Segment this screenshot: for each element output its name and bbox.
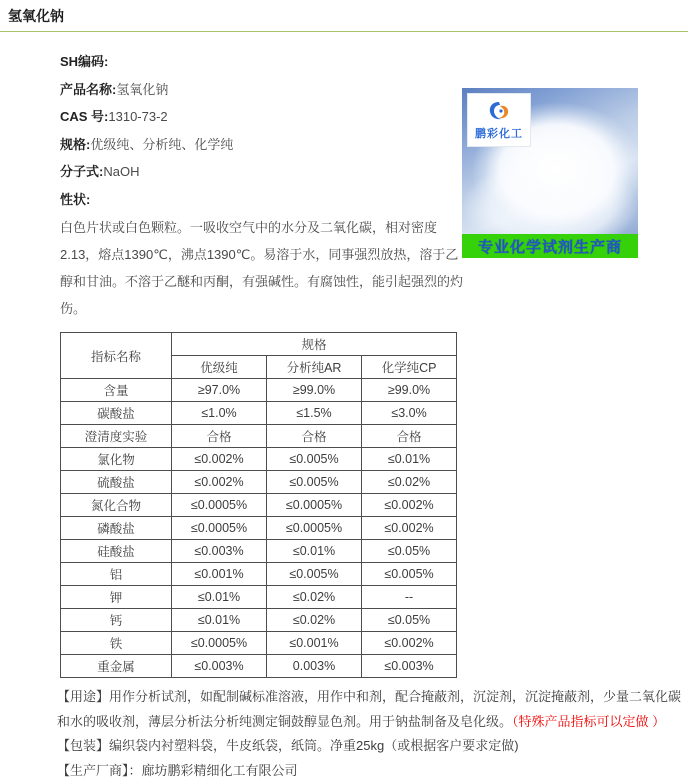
value-cell: ≤0.01% — [172, 586, 267, 609]
value-cell: ≤0.05% — [362, 609, 457, 632]
column-header: 分析纯AR — [267, 356, 362, 379]
group-header-cell: 规格 — [172, 333, 457, 356]
table-row — [61, 379, 457, 402]
indicator-name-cell: 含量 — [61, 379, 172, 402]
table-row — [61, 563, 457, 586]
value-cell: ≤0.003% — [172, 655, 267, 678]
value-cell: ≤0.01% — [172, 609, 267, 632]
value-cell: 合格 — [267, 425, 362, 448]
usage-paragraph — [57, 685, 686, 734]
page-title: 氢氧化钠 — [8, 6, 688, 26]
table-row — [61, 655, 457, 678]
column-header: 化学纯CP — [362, 356, 457, 379]
indicator-name-cell: 硫酸盐 — [61, 471, 172, 494]
value-cell: ≤0.002% — [172, 471, 267, 494]
value-cell: ≤3.0% — [362, 402, 457, 425]
value-cell: ≤0.0005% — [172, 517, 267, 540]
product-description: 白色片状或白色颗粒。一吸收空气中的水分及二氧化碳，相对密度2.13，熔点1390℃，沸点1390℃。易溶于水，同事强烈放热，溶于乙醇和甘油。不溶于乙醚和丙酮，有强碱性。有腐蚀性，能引起强烈的灼伤。 — [60, 214, 464, 322]
value-cell: ≥99.0% — [267, 379, 362, 402]
manufacturer-text: 廊坊鹏彩精细化工有限公司 — [142, 763, 298, 778]
table-row — [61, 609, 457, 632]
value-cell: ≥99.0% — [362, 379, 457, 402]
value-cell: 0.003% — [267, 655, 362, 678]
value-cell: ≤0.02% — [267, 586, 362, 609]
info-field-label: 规格: — [60, 137, 90, 152]
table-row — [61, 402, 457, 425]
value-cell: ≤1.0% — [172, 402, 267, 425]
info-field-value: 优级纯、分析纯、化学纯 — [90, 137, 233, 152]
product-photo — [462, 88, 638, 258]
value-cell: ≤0.003% — [362, 655, 457, 678]
value-cell: ≤0.005% — [267, 448, 362, 471]
info-field-label: 产品名称: — [60, 82, 116, 97]
table-row — [61, 494, 457, 517]
value-cell: ≤0.05% — [362, 540, 457, 563]
info-field-label: 分子式: — [60, 164, 103, 179]
value-cell: ≤0.0005% — [172, 494, 267, 517]
info-field-label: CAS 号: — [60, 109, 108, 124]
value-cell: ≤0.01% — [267, 540, 362, 563]
table-row — [61, 540, 457, 563]
info-field-value: 1310-73-2 — [108, 109, 167, 124]
value-cell: ≤0.01% — [362, 448, 457, 471]
vendor-logo-text: 鹏彩化工 — [475, 125, 523, 141]
table-row — [61, 471, 457, 494]
value-cell: ≤0.005% — [267, 563, 362, 586]
packaging-text: 编织袋内衬塑料袋，牛皮纸袋，纸筒。净重25kg（或根据客户要求定做) — [109, 738, 519, 753]
value-cell: -- — [362, 586, 457, 609]
indicator-name-cell: 铝 — [61, 563, 172, 586]
indicator-name-cell: 铁 — [61, 632, 172, 655]
indicator-name-cell: 重金属 — [61, 655, 172, 678]
custom-spec-note: （特殊产品指标可以定做 ） — [512, 714, 665, 729]
indicator-name-cell: 硅酸盐 — [61, 540, 172, 563]
footer-notes — [57, 685, 686, 783]
indicator-name-cell: 磷酸盐 — [61, 517, 172, 540]
table-row — [61, 586, 457, 609]
table-row — [61, 425, 457, 448]
value-cell: ≤0.002% — [362, 517, 457, 540]
value-cell: ≤0.002% — [362, 632, 457, 655]
value-cell: ≤0.02% — [362, 471, 457, 494]
value-cell: ≤0.001% — [172, 563, 267, 586]
pengcai-logo-icon — [486, 100, 512, 124]
indicator-name-cell: 钾 — [61, 586, 172, 609]
indicator-name-cell: 氮化合物 — [61, 494, 172, 517]
page-header — [0, 0, 688, 32]
vendor-logo — [467, 93, 531, 147]
usage-text: 用作分析试剂，如配制碱标准溶液，用作中和剂，配合掩蔽剂，沉淀剂，沉淀掩蔽剂，少量二氧化碳和水的吸收剂，薄层分析法分析纯测定铜鼓醇显色剂。用于钠盐制备及皂化级。 — [57, 689, 681, 729]
value-cell: ≤0.02% — [267, 609, 362, 632]
value-cell: 合格 — [362, 425, 457, 448]
info-field-label: 性状: — [60, 192, 90, 207]
value-cell: ≤1.5% — [267, 402, 362, 425]
value-cell: ≤0.002% — [362, 494, 457, 517]
info-field-value: NaOH — [103, 164, 139, 179]
value-cell: ≤0.005% — [362, 563, 457, 586]
photo-banner-text: 专业化学试剂生产商 — [462, 234, 638, 258]
info-field-label: SH编码: — [60, 54, 108, 69]
info-field-value: 氢氧化钠 — [116, 82, 168, 97]
value-cell: ≤0.003% — [172, 540, 267, 563]
value-cell: ≤0.0005% — [267, 494, 362, 517]
value-cell: ≤0.005% — [267, 471, 362, 494]
indicator-name-cell: 氯化物 — [61, 448, 172, 471]
indicator-name-cell: 碳酸盐 — [61, 402, 172, 425]
usage-label: 【用途】 — [57, 689, 109, 704]
indicator-name-cell: 钙 — [61, 609, 172, 632]
manufacturer-label: 【生产厂商】： — [57, 763, 142, 778]
value-cell: ≤0.001% — [267, 632, 362, 655]
packaging-label: 【包装】 — [57, 738, 109, 753]
indicator-name-cell: 澄清度实验 — [61, 425, 172, 448]
value-cell: ≥97.0% — [172, 379, 267, 402]
value-cell: ≤0.0005% — [267, 517, 362, 540]
packaging-paragraph — [57, 734, 686, 759]
column-header: 优级纯 — [172, 356, 267, 379]
spec-table — [60, 332, 457, 678]
table-row — [61, 517, 457, 540]
value-cell: ≤0.0005% — [172, 632, 267, 655]
info-field — [60, 48, 688, 76]
value-cell: ≤0.002% — [172, 448, 267, 471]
manufacturer-paragraph — [57, 759, 686, 783]
corner-header-cell: 指标名称 — [61, 333, 172, 379]
table-header-row — [61, 333, 457, 356]
table-row — [61, 632, 457, 655]
table-row — [61, 448, 457, 471]
value-cell: 合格 — [172, 425, 267, 448]
